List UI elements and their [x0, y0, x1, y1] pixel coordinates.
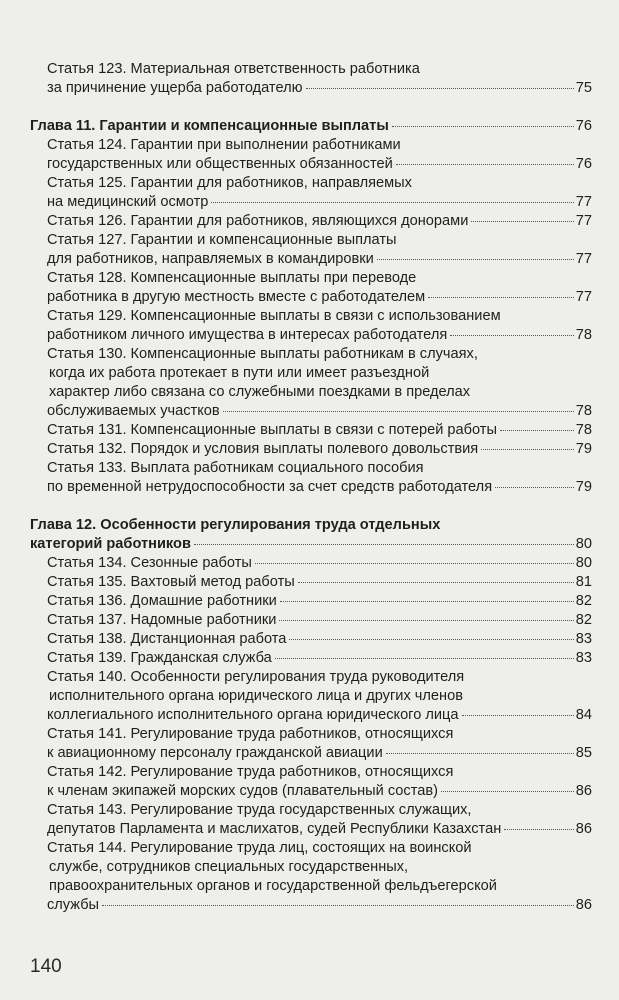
page-number: 140 — [30, 956, 62, 977]
toc-entry-last-line — [47, 478, 592, 497]
toc-entry-text: на медицинский осмотр — [47, 194, 209, 210]
dot-leader — [289, 639, 573, 640]
toc-article-entry — [47, 801, 592, 839]
toc-entry-last-line — [47, 611, 592, 630]
toc-entry-text: Статья 124. Гарантии при выполнении работниками — [47, 137, 401, 153]
dot-leader — [441, 791, 574, 792]
toc-entry-text: работника в другую местность вместе с работодателем — [47, 289, 426, 305]
toc-entry-last-line — [30, 117, 592, 136]
toc-entry-last-line — [47, 820, 592, 839]
toc-page-number: 76 — [575, 118, 592, 134]
toc-entry-text: службы — [47, 897, 100, 913]
toc-entry-text: службе, сотрудников специальных государственных, — [49, 859, 409, 875]
toc-article-entry — [47, 421, 592, 440]
toc-article-entry — [47, 668, 592, 725]
dot-leader — [500, 430, 574, 431]
dot-leader — [377, 259, 574, 260]
toc-entry-last-line — [47, 649, 592, 668]
toc-page-number: 85 — [575, 745, 592, 761]
toc-entry-text: исполнительного органа юридического лица и других членов — [49, 688, 463, 704]
toc-entry-last-line — [47, 326, 592, 345]
toc-entry-text: работником личного имущества в интересах работодателя — [47, 327, 448, 343]
dot-leader — [392, 126, 574, 127]
toc-entry-last-line — [47, 782, 592, 801]
toc-entry-last-line — [47, 79, 592, 98]
dot-leader — [280, 601, 574, 602]
toc-entry-last-line — [47, 554, 592, 573]
toc-entry-text: к членам экипажей морских судов (плавательный состав) — [47, 783, 438, 799]
dot-leader — [504, 829, 574, 830]
toc-entry-last-line — [47, 706, 592, 725]
dot-leader — [450, 335, 574, 336]
toc-entry-text: Статья 135. Вахтовый метод работы — [47, 574, 295, 590]
toc-entry-text: Глава 12. Особенности регулирования труда отдельных — [30, 517, 441, 533]
toc-page-number: 83 — [575, 650, 592, 666]
dot-leader — [396, 164, 574, 165]
toc-entry-text: Статья 136. Домашние работники — [47, 593, 277, 609]
toc-entry-last-line — [47, 250, 592, 269]
toc-entry-text: Статья 131. Компенсационные выплаты в связи с потерей работы — [47, 422, 497, 438]
toc-entry-text: Статья 129. Компенсационные выплаты в связи с использованием — [47, 308, 501, 324]
toc-article-entry — [47, 592, 592, 611]
toc-article-entry — [47, 440, 592, 459]
toc-page-number: 86 — [575, 897, 592, 913]
toc-article-entry — [47, 725, 592, 763]
toc-entry-text: Статья 134. Сезонные работы — [47, 555, 252, 571]
toc-page-number: 75 — [575, 80, 592, 96]
dot-leader — [462, 715, 574, 716]
toc-entry-text: Статья 137. Надомные работники — [47, 612, 277, 628]
toc-article-entry — [47, 554, 592, 573]
toc-chapter-entry — [30, 117, 592, 136]
table-of-contents — [30, 60, 592, 915]
toc-page-number: 78 — [575, 327, 592, 343]
toc-article-entry — [47, 649, 592, 668]
toc-page-number: 84 — [575, 707, 592, 723]
toc-page-number: 86 — [575, 783, 592, 799]
toc-article-entry — [47, 573, 592, 592]
toc-entry-text: Статья 123. Материальная ответственность работника — [47, 61, 420, 77]
dot-leader — [495, 487, 574, 488]
toc-entry-text: Статья 133. Выплата работникам социального пособия — [47, 460, 424, 476]
toc-page-number: 81 — [575, 574, 592, 590]
toc-entry-text: Статья 130. Компенсационные выплаты работникам в случаях, — [47, 346, 478, 362]
toc-article-entry — [47, 269, 592, 307]
toc-article-entry — [47, 136, 592, 174]
toc-page-number: 82 — [575, 593, 592, 609]
dot-leader — [428, 297, 574, 298]
dot-leader — [306, 88, 574, 89]
toc-article-entry — [47, 839, 592, 915]
toc-article-entry — [47, 212, 592, 231]
toc-entry-text: депутатов Парламента и маслихатов, судей Республики Казахстан — [47, 821, 502, 837]
dot-leader — [386, 753, 574, 754]
toc-entry-text: Статья 126. Гарантии для работников, являющихся донорами — [47, 213, 469, 229]
dot-leader — [298, 582, 574, 583]
toc-article-entry — [47, 231, 592, 269]
toc-page-number: 77 — [575, 251, 592, 267]
toc-page-number: 77 — [575, 194, 592, 210]
toc-entry-last-line — [47, 440, 592, 459]
dot-leader — [194, 544, 574, 545]
toc-entry-text: государственных или общественных обязанностей — [47, 156, 393, 172]
toc-entry-text: правоохранительных органов и государственной фельдъегерской — [49, 878, 497, 894]
toc-entry-last-line — [47, 421, 592, 440]
toc-entry-last-line — [30, 535, 592, 554]
toc-chapter-entry — [30, 516, 592, 554]
toc-entry-text: к авиационному персоналу гражданской авиации — [47, 745, 383, 761]
toc-entry-last-line — [47, 402, 592, 421]
toc-entry-text: Статья 141. Регулирование труда работников, относящихся — [47, 726, 454, 742]
toc-page-number: 79 — [575, 479, 592, 495]
toc-entry-text: Статья 132. Порядок и условия выплаты полевого довольствия — [47, 441, 479, 457]
toc-entry-last-line — [47, 592, 592, 611]
toc-entry-text: Статья 144. Регулирование труда лиц, состоящих на воинской — [47, 840, 472, 856]
toc-entry-text: Статья 125. Гарантии для работников, направляемых — [47, 175, 412, 191]
toc-page-number: 78 — [575, 422, 592, 438]
dot-leader — [223, 411, 574, 412]
toc-entry-last-line — [47, 573, 592, 592]
toc-entry-last-line — [47, 896, 592, 915]
toc-page-number: 83 — [575, 631, 592, 647]
toc-article-entry — [47, 60, 592, 98]
toc-entry-last-line — [47, 193, 592, 212]
toc-article-entry — [47, 307, 592, 345]
toc-page-number: 80 — [575, 555, 592, 571]
toc-entry-text: характер либо связана со служебными поездками в пределах — [49, 384, 471, 400]
toc-article-entry — [47, 611, 592, 630]
dot-leader — [211, 202, 573, 203]
toc-entry-text: Статья 138. Дистанционная работа — [47, 631, 287, 647]
toc-article-entry — [47, 459, 592, 497]
dot-leader — [102, 905, 574, 906]
toc-entry-last-line — [47, 630, 592, 649]
toc-entry-text: когда их работа протекает в пути или имеет разъездной — [49, 365, 430, 381]
toc-page-number: 79 — [575, 441, 592, 457]
dot-leader — [275, 658, 574, 659]
toc-entry-last-line — [47, 288, 592, 307]
toc-article-entry — [47, 763, 592, 801]
toc-article-entry — [47, 630, 592, 649]
toc-entry-text: обслуживаемых участков — [47, 403, 220, 419]
toc-entry-text: Статья 139. Гражданская служба — [47, 650, 272, 666]
toc-entry-last-line — [47, 212, 592, 231]
toc-page-number: 77 — [575, 289, 592, 305]
dot-leader — [471, 221, 573, 222]
dot-leader — [255, 563, 574, 564]
toc-entry-text: категорий работников — [30, 536, 191, 552]
toc-entry-last-line — [47, 744, 592, 763]
dot-leader — [481, 449, 574, 450]
toc-page-number: 77 — [575, 213, 592, 229]
toc-page-number: 76 — [575, 156, 592, 172]
dot-leader — [279, 620, 573, 621]
toc-entry-text: за причинение ущерба работодателю — [47, 80, 303, 96]
toc-page-number: 86 — [575, 821, 592, 837]
toc-article-entry — [47, 345, 592, 421]
toc-entry-text: для работников, направляемых в командировки — [47, 251, 374, 267]
toc-entry-text: Статья 127. Гарантии и компенсационные выплаты — [47, 232, 397, 248]
toc-article-entry — [47, 174, 592, 212]
toc-page-number: 78 — [575, 403, 592, 419]
toc-entry-text: Статья 143. Регулирование труда государственных служащих, — [47, 802, 472, 818]
toc-entry-text: Глава 11. Гарантии и компенсационные выплаты — [30, 118, 389, 134]
toc-entry-text: Статья 128. Компенсационные выплаты при переводе — [47, 270, 417, 286]
toc-page-number: 80 — [575, 536, 592, 552]
toc-entry-last-line — [47, 155, 592, 174]
toc-entry-text: коллегиального исполнительного органа юридического лица — [47, 707, 459, 723]
toc-entry-text: по временной нетрудоспособности за счет средств работодателя — [47, 479, 493, 495]
toc-entry-text: Статья 140. Особенности регулирования труда руководителя — [47, 669, 465, 685]
toc-page-number: 82 — [575, 612, 592, 628]
toc-entry-text: Статья 142. Регулирование труда работников, относящихся — [47, 764, 454, 780]
